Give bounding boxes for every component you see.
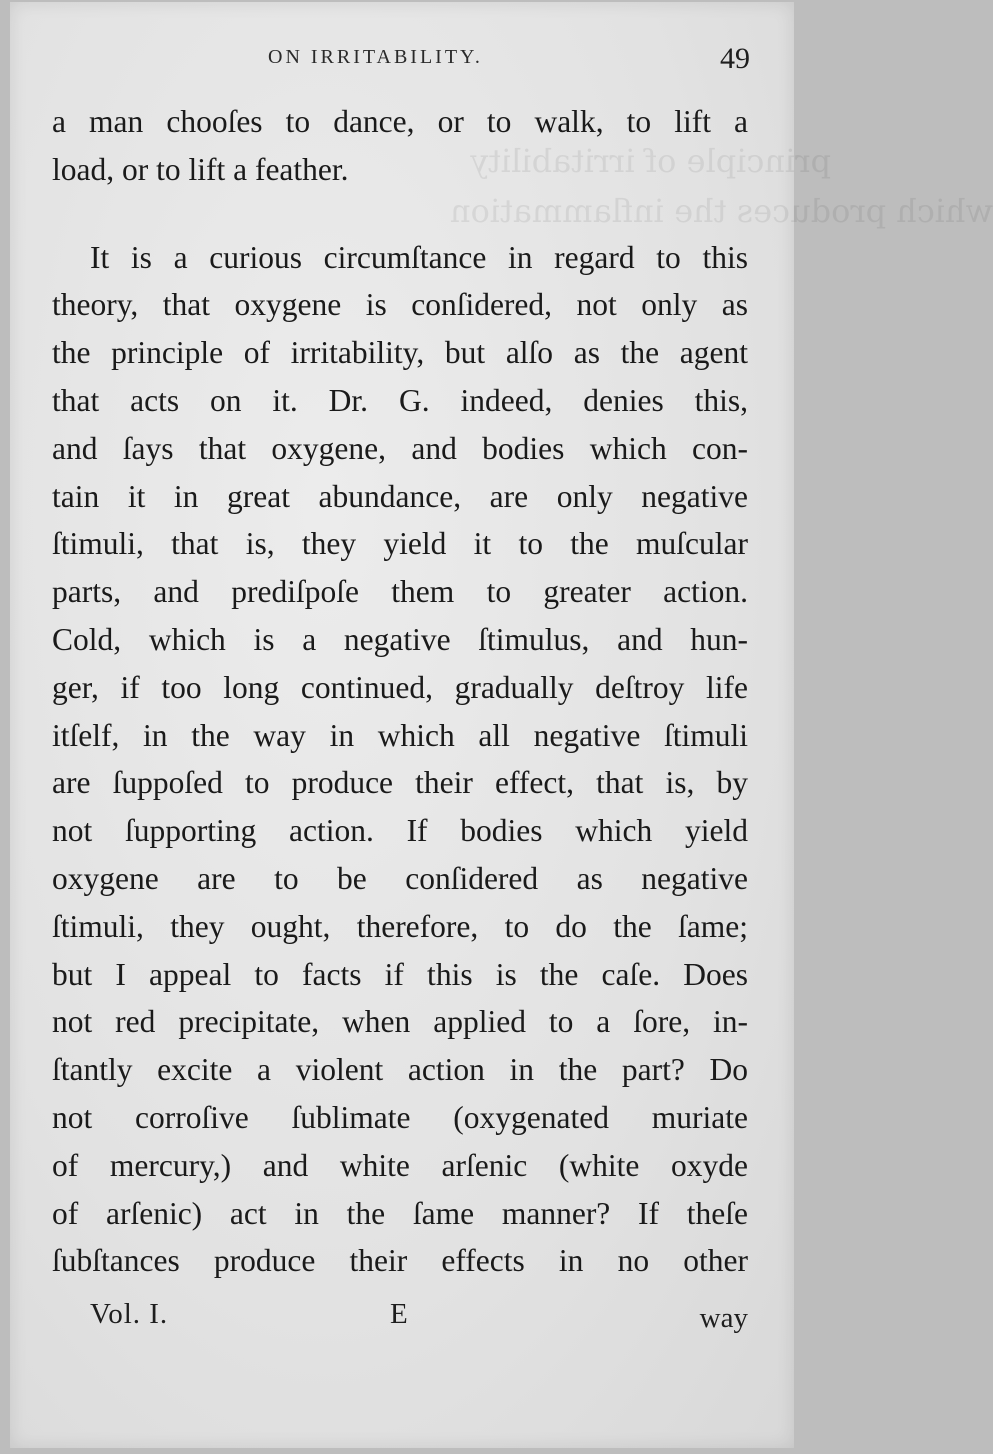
text-line: not red precipitate, when applied to a ſore, in- [52,1004,748,1040]
text-line: that acts on it. Dr. G. indeed, denies this, [52,382,748,418]
text-line: not corroſive ſublimate (oxygenated muriate [52,1099,748,1135]
text-line: parts, and prediſpoſe them to greater action. [52,574,748,610]
running-title: ON IRRITABILITY. [268,46,483,68]
page-header [10,42,794,82]
catchword: way [699,1302,748,1334]
paragraph-gap [52,194,748,234]
text-line: itſelf, in the way in which all negative ſtimuli [52,717,748,753]
book-page [10,2,993,1448]
text-line: and ſays that oxygene, and bodies which con- [52,430,748,466]
text-line: not ſupporting action. If bodies which yield [52,813,748,849]
text-line: theory, that oxygene is conſidered, not only as [52,287,748,323]
page-number: 49 [720,42,750,75]
text-line: load, or to lift a feather. [52,151,349,187]
page-footer [10,1298,794,1348]
body-text [52,98,748,1285]
volume-signature: Vol. I. [90,1298,169,1330]
text-line: but I appeal to facts if this is the caſe. Does [52,956,748,992]
text-line: ſubſtances produce their effects in no other [52,1243,748,1279]
text-line: Cold, which is a negative ſtimulus, and hun- [52,621,748,657]
text-line: ſtimuli, they ought, therefore, to do the ſame; [52,908,748,944]
text-line: ſtimuli, that is, they yield it to the muſcular [52,526,748,562]
gathering-signature: E [390,1298,408,1330]
text-line: are ſuppoſed to produce their effect, that is, by [52,765,748,801]
text-line: the principle of irritability, but alſo as the agent [52,335,748,371]
text-line: oxygene are to be conſidered as negative [52,860,748,896]
text-line: a man chooſes to dance, or to walk, to lift a [52,104,748,139]
text-line: ſtantly excite a violent action in the part? Do [52,1052,748,1088]
bleed-through-text: principle of irritability [470,142,832,180]
text-line: tain it in great abundance, are only negative [52,478,748,514]
text-line: ger, if too long continued, gradually deſtroy life [52,669,748,705]
text-line: of mercury,) and white arſenic (white oxyde [52,1147,748,1183]
text-line: of arſenic) act in the ſame manner? If theſe [52,1195,748,1231]
bleed-through-text: which produces the inflammation [450,192,993,230]
text-line: It is a curious circumſtance in regard to this [90,239,748,275]
